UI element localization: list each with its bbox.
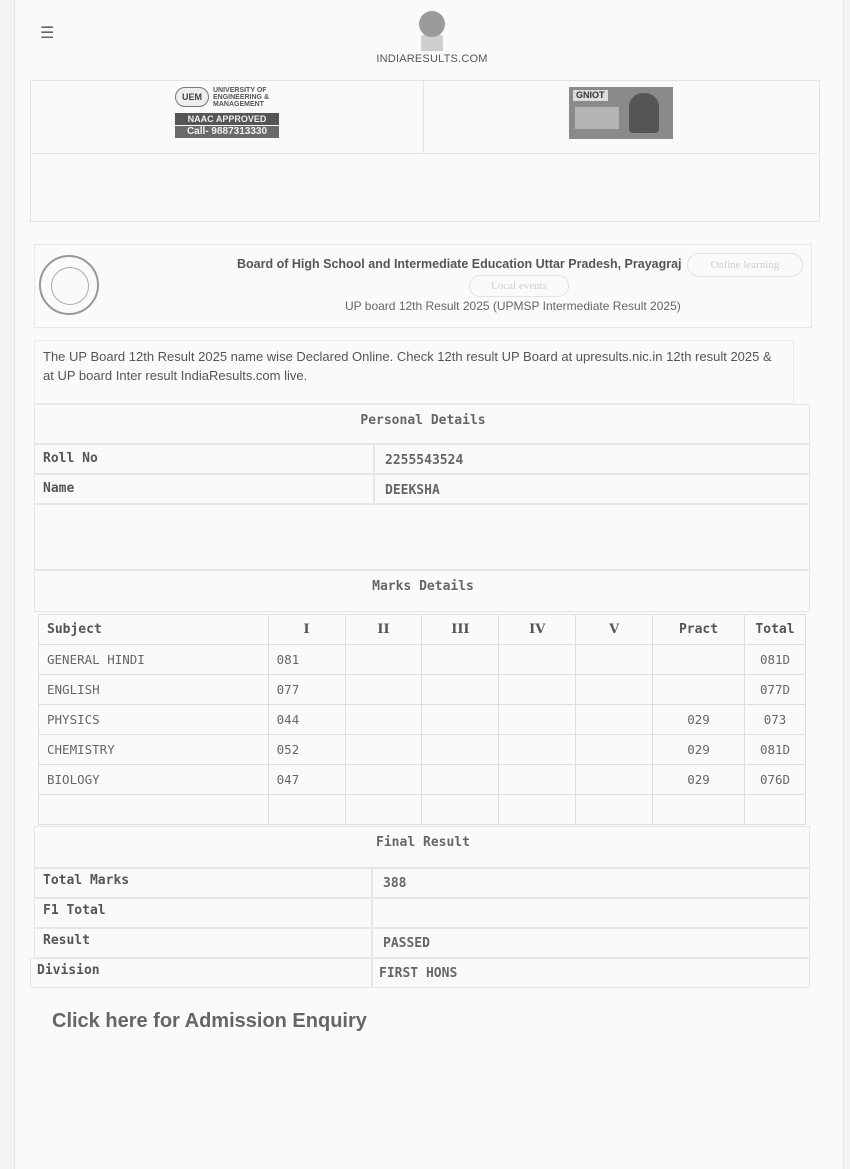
marks-table xyxy=(38,614,806,825)
total-marks-value: 388 xyxy=(383,876,407,891)
pract-cell xyxy=(653,675,745,705)
admission-enquiry-link[interactable]: Click here for Admission Enquiry xyxy=(52,1010,367,1032)
board-header xyxy=(34,244,812,328)
intro-text: The UP Board 12th Result 2025 name wise Declared Online. Check 12th result UP Board at upresults.nic.in 12th result 2025 & at UP board Inter result IndiaResults.com live. xyxy=(34,340,794,404)
col-pract: Pract xyxy=(653,615,745,645)
pract-cell xyxy=(653,645,745,675)
total-cell: 077D xyxy=(744,675,805,705)
hamburger-icon[interactable]: ☰ xyxy=(40,25,55,42)
result-value-cell xyxy=(372,928,810,958)
marks-header-row xyxy=(39,615,806,645)
name-value-cell xyxy=(374,474,810,504)
uem-logo-icon: UEM xyxy=(175,87,209,107)
mark-iii-cell xyxy=(422,795,499,825)
ad-row xyxy=(31,81,819,154)
mark-ii-cell xyxy=(345,765,422,795)
total-cell: 081D xyxy=(744,735,805,765)
subject-cell xyxy=(39,795,269,825)
uem-ad[interactable] xyxy=(173,85,279,139)
mark-v-cell xyxy=(576,795,653,825)
board-subtitle: UP board 12th Result 2025 (UPMSP Intermediate Result 2025) xyxy=(345,299,681,313)
ad-banner-area xyxy=(30,80,820,222)
col-subject: Subject xyxy=(39,615,269,645)
table-row xyxy=(39,645,806,675)
mark-i-cell xyxy=(268,795,345,825)
mark-iv-cell xyxy=(499,795,576,825)
division-label-cell xyxy=(30,958,372,988)
marks-details-title: Marks Details xyxy=(372,579,474,594)
table-row xyxy=(39,705,806,735)
mark-v-cell xyxy=(576,675,653,705)
table-row xyxy=(39,735,806,765)
personal-details-title: Personal Details xyxy=(360,413,486,428)
col-ii: II xyxy=(345,615,422,645)
col-i: I xyxy=(268,615,345,645)
site-logo[interactable] xyxy=(372,8,492,65)
mark-iv-cell xyxy=(499,765,576,795)
marks-details-header xyxy=(34,570,810,612)
subject-cell: ENGLISH xyxy=(39,675,269,705)
board-seal-icon xyxy=(39,255,99,315)
mark-v-cell xyxy=(576,735,653,765)
seal-inner-ring xyxy=(51,267,89,305)
mark-iv-cell xyxy=(499,705,576,735)
logo-body-icon xyxy=(421,35,443,51)
total-cell: 073 xyxy=(744,705,805,735)
roll-label: Roll No xyxy=(43,451,98,466)
mark-v-cell xyxy=(576,645,653,675)
pract-cell: 029 xyxy=(653,705,745,735)
gniot-ad[interactable] xyxy=(569,87,673,139)
division-value: FIRST HONS xyxy=(379,966,458,981)
mark-iii-cell xyxy=(422,675,499,705)
uem-naac-label: NAAC APPROVED xyxy=(175,113,279,125)
mark-iii-cell xyxy=(422,765,499,795)
uem-call-label: Call- 9887313330 xyxy=(175,126,279,138)
mark-iii-cell xyxy=(422,705,499,735)
roll-value: 2255543524 xyxy=(385,453,464,468)
total-cell xyxy=(744,795,805,825)
total-value-cell xyxy=(372,868,810,898)
table-row xyxy=(39,675,806,705)
mark-iv-cell xyxy=(499,735,576,765)
final-result-title: Final Result xyxy=(376,835,470,850)
table-row xyxy=(39,795,806,825)
name-label-cell xyxy=(34,474,374,504)
result-label: Result xyxy=(43,933,90,948)
logo-text: INDIARESULTS.COM xyxy=(376,53,488,65)
col-iv: IV xyxy=(499,615,576,645)
uem-name: UNIVERSITY OF ENGINEERING & MANAGEMENT xyxy=(213,87,270,108)
mark-i-cell: 077 xyxy=(268,675,345,705)
division-label: Division xyxy=(37,963,100,978)
subject-cell: GENERAL HINDI xyxy=(39,645,269,675)
pract-cell xyxy=(653,795,745,825)
roll-label-cell xyxy=(34,444,374,474)
roll-value-cell xyxy=(374,444,810,474)
logo-head-icon xyxy=(419,11,445,37)
mark-iv-cell xyxy=(499,675,576,705)
total-label-cell xyxy=(34,868,372,898)
total-cell: 081D xyxy=(744,645,805,675)
online-learning-pill[interactable]: Online learning xyxy=(687,253,803,277)
name-label: Name xyxy=(43,481,75,496)
f1-value-cell xyxy=(372,898,810,928)
person-photo-icon xyxy=(629,93,659,133)
local-events-pill[interactable]: Local events xyxy=(469,275,569,297)
personal-details-header xyxy=(34,404,810,444)
mark-i-cell: 052 xyxy=(268,735,345,765)
division-value-cell xyxy=(372,958,810,988)
mark-iii-cell xyxy=(422,735,499,765)
mark-ii-cell xyxy=(345,645,422,675)
col-v: V xyxy=(576,615,653,645)
f1-total-label: F1 Total xyxy=(43,903,106,918)
personal-spacer xyxy=(34,504,810,570)
result-value: PASSED xyxy=(383,936,430,951)
ad-divider xyxy=(423,81,424,153)
mark-i-cell: 047 xyxy=(268,765,345,795)
mark-v-cell xyxy=(576,705,653,735)
name-value: DEEKSHA xyxy=(385,483,440,498)
total-marks-label: Total Marks xyxy=(43,873,130,888)
mark-i-cell: 044 xyxy=(268,705,345,735)
col-total: Total xyxy=(744,615,805,645)
pract-cell: 029 xyxy=(653,735,745,765)
mark-ii-cell xyxy=(345,675,422,705)
table-row xyxy=(39,765,806,795)
final-result-header xyxy=(34,826,810,868)
mark-v-cell xyxy=(576,765,653,795)
pract-cell: 029 xyxy=(653,765,745,795)
gniot-label: GNIOT xyxy=(573,90,608,101)
f1-label-cell xyxy=(34,898,372,928)
subject-cell: BIOLOGY xyxy=(39,765,269,795)
total-cell: 076D xyxy=(744,765,805,795)
col-iii: III xyxy=(422,615,499,645)
mark-ii-cell xyxy=(345,705,422,735)
mark-iii-cell xyxy=(422,645,499,675)
mark-i-cell: 081 xyxy=(268,645,345,675)
board-title: Board of High School and Intermediate Education Uttar Pradesh, Prayagraj xyxy=(237,257,682,271)
mark-ii-cell xyxy=(345,795,422,825)
gniot-text-block xyxy=(575,107,619,129)
subject-cell: CHEMISTRY xyxy=(39,735,269,765)
subject-cell: PHYSICS xyxy=(39,705,269,735)
result-label-cell xyxy=(34,928,372,958)
mark-iv-cell xyxy=(499,645,576,675)
mark-ii-cell xyxy=(345,735,422,765)
